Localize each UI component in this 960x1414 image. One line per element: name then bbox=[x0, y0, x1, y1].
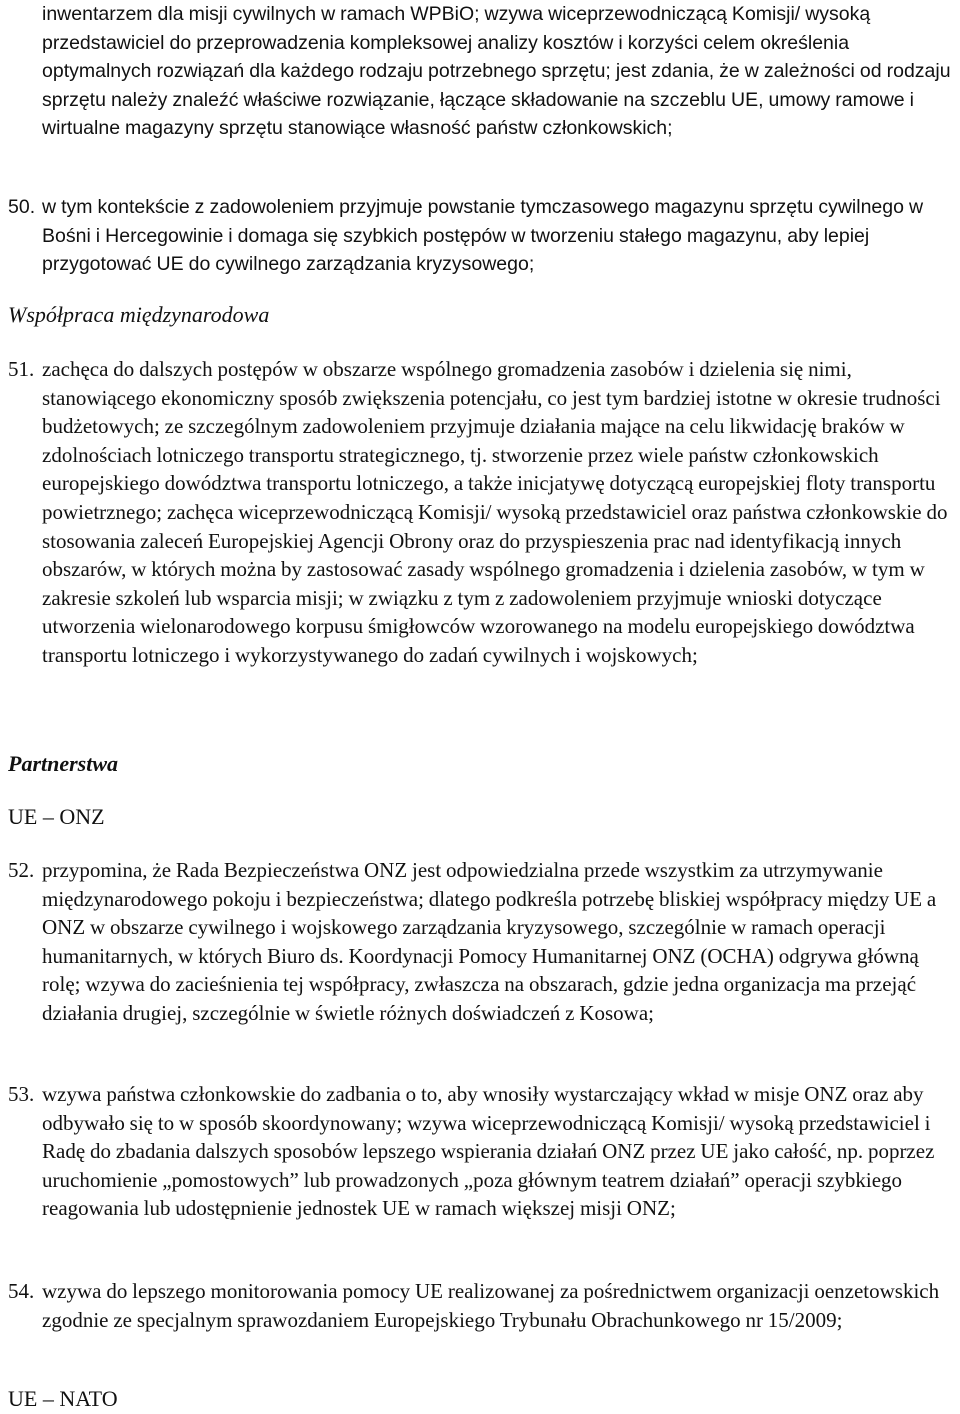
item-number: 52. bbox=[8, 858, 35, 882]
subsection-heading-ue-nato: UE – NATO bbox=[8, 1386, 118, 1411]
section-heading-wspolpraca: Współpraca międzynarodowa bbox=[8, 302, 270, 327]
item-text: wzywa do lepszego monitorowania pomocy UE realizowanej za pośrednictwem organizacji oenzetowskich zgodnie ze specjalnym sprawozdaniem Europejskiego Trybunału Obrachunkowego nr 15/2009; bbox=[42, 1279, 940, 1332]
item-number: 50. bbox=[8, 196, 36, 218]
item-text: wzywa państwa członkowskie do zadbania o to, aby wnosiły wystarczający wkład w misje ONZ oraz aby odbywało się to w sposób skoordynowany; wzywa wiceprzewodniczącą Komisji/ wysoką przedstawiciel i Radę do zbadania dalszych sposobów lepszego wspierania działań ONZ przez UE jako całość, np. poprzez uruchomienie „pomostowych” lub prowadzonych „poza głównym teatrem działań” operacji szybkiego reagowania lub udostępnienie jednostek UE w ramach większej misji ONZ; bbox=[42, 1082, 935, 1221]
item-number: 53. bbox=[8, 1082, 35, 1106]
list-item-50 bbox=[8, 193, 958, 279]
section-heading-partnerstwa: Partnerstwa bbox=[8, 751, 119, 776]
list-item-52 bbox=[8, 856, 958, 1028]
subsection-heading-ue-onz: UE – ONZ bbox=[8, 804, 105, 829]
paragraph-continued: inwentarzem dla misji cywilnych w ramach WPBiO; wzywa wiceprzewodniczącą Komisji/ wysoką przedstawiciel do przeprowadzenia kompleksowej analizy kosztów i korzyści celem określenia optymalnych rozwiązań dla każdego rodzaju potrzebnego sprzętu; jest zdania, że w zależności od rodzaju sprzętu należy znaleźć właściwe rozwiązanie, łączące składowanie na szczeblu UE, umowy ramowe i wirtualne magazyny sprzętu stanowiące własność państw członkowskich; bbox=[42, 3, 951, 140]
item-text: przypomina, że Rada Bezpieczeństwa ONZ jest odpowiedzialna przede wszystkim za utrzymywanie międzynarodowego pokoju i bezpieczeństwa; dlatego podkreśla potrzebę bliskiej współpracy między UE a ONZ w obszarze cywilnego i wojskowego zarządzania kryzysowego, szczególnie w ramach operacji humanitarnych, w których Biuro ds. Koordynacji Pomocy Humanitarnej ONZ (OCHA) odgrywa główną rolę; wzywa do zacieśnienia tej współpracy, zwłaszcza na obszarach, gdzie jedna organizacja ma przejąć działania drugiej, szczególnie w świetle różnych doświadczeń z Kosowa; bbox=[42, 858, 937, 1025]
item-number: 54. bbox=[8, 1279, 35, 1303]
item-text: zachęca do dalszych postępów w obszarze wspólnego gromadzenia zasobów i dzielenia się nimi, stanowiącego ekonomiczny sposób zwiększenia potencjału, co jest tym bardziej istotne w okresie trudności budżetowych; ze szczególnym zadowoleniem przyjmuje działania mające na celu likwidację braków w zdolnościach lotniczego transportu strategicznego, tj. stworzenie przez wiele państw członkowskich europejskiego dowództwa transportu lotniczego, a także inicjatywę dotyczącą europejskiej floty transportu powietrznego; zachęca wiceprzewodniczącą Komisji/ wysoką przedstawiciel oraz państwa członkowskie do stosowania zaleceń Europejskiej Agencji Obrony oraz do przyspieszenia prac nad identyfikacją innych obszarów, w których można by zastosować zasady wspólnego gromadzenia i dzielenia zasobów, w tym w zakresie szkoleń lub wsparcia misji; w związku z tym z zadowoleniem przyjmuje wnioski dotyczące utworzenia wielonarodowego korpusu śmigłowców wzorowanego na modelu europejskiego dowództwa transportu lotniczego i wykorzystywanego do zadań cywilnych i wojskowych; bbox=[42, 357, 948, 667]
list-item-53 bbox=[8, 1080, 958, 1223]
item-text: w tym kontekście z zadowoleniem przyjmuje powstanie tymczasowego magazynu sprzętu cywilnego w Bośni i Hercegowinie i domaga się szybkich postępów w tworzeniu stałego magazynu, aby lepiej przygotować UE do cywilnego zarządzania kryzysowego; bbox=[42, 196, 924, 276]
list-item-54 bbox=[8, 1277, 958, 1334]
list-item-51 bbox=[8, 355, 958, 670]
item-number: 51. bbox=[8, 357, 35, 381]
